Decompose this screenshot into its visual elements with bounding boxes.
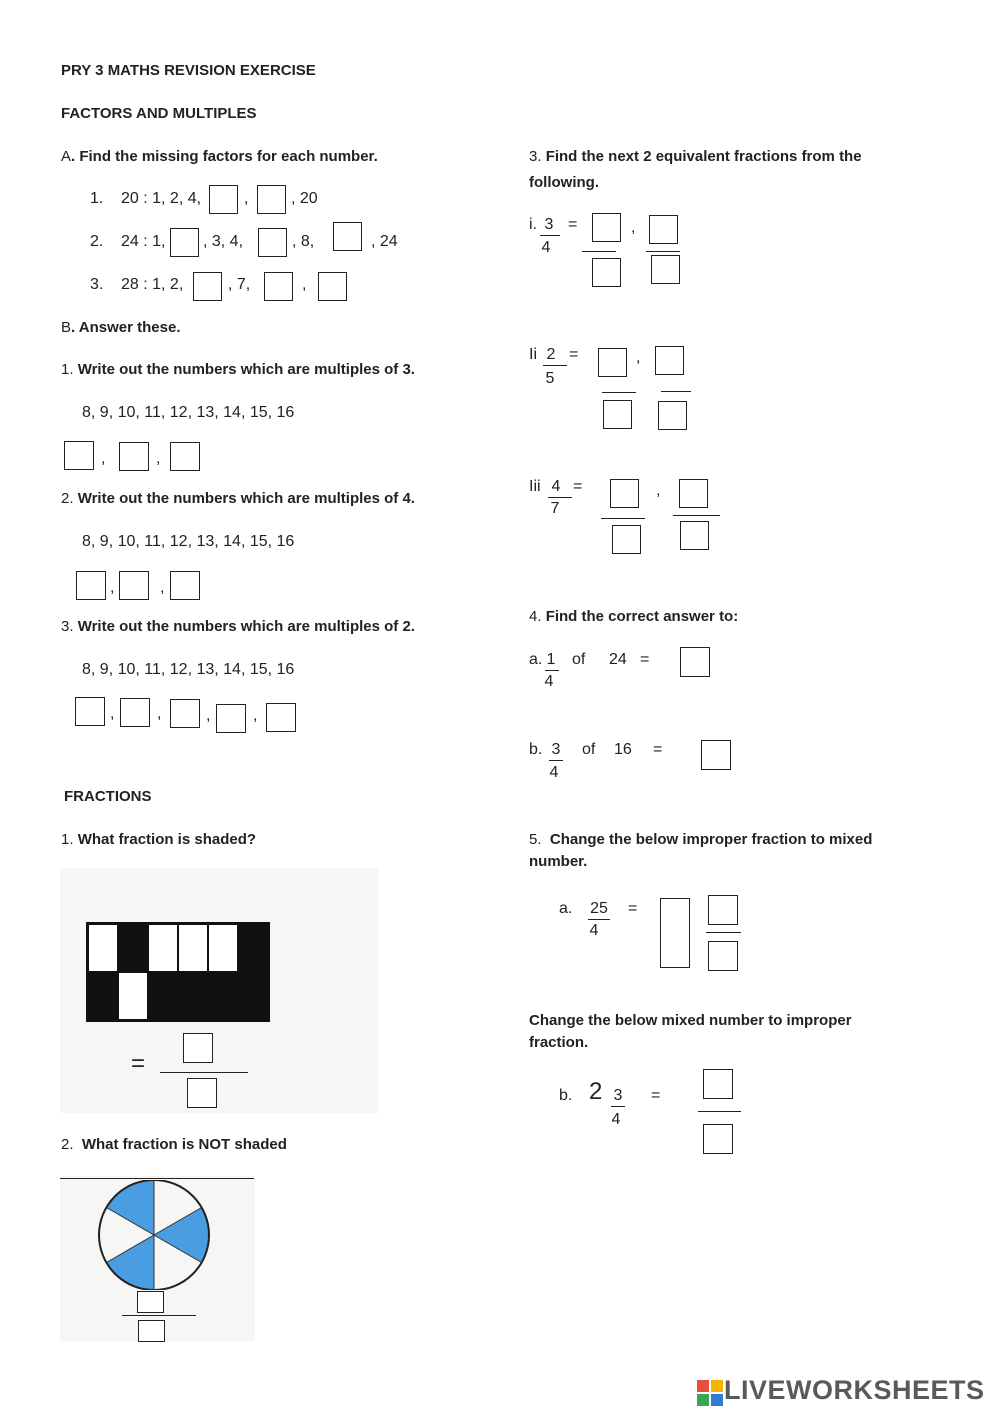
multiples-q3-answer-2[interactable] [120,698,150,727]
improper-b-denominator: 4 [611,1111,621,1128]
equivalent-ii-answer2-denominator[interactable] [658,401,687,430]
comma: , [656,482,661,499]
photo-edge [60,1178,254,1179]
fraction-bar [706,932,741,933]
multiples-q2-answer-2[interactable] [119,571,149,600]
fraction-bar [673,515,720,516]
section-heading-factors: FACTORS AND MULTIPLES [61,105,257,122]
mixed-number-question: 5. Change the below improper fraction to mixed [529,831,873,848]
pie-slice [154,1208,209,1263]
improper-b-denominator-input[interactable] [703,1124,733,1154]
fraction-of-b-denominator: 4 [549,764,559,781]
of-word: of [572,651,586,668]
fraction-q2-question: 2. What fraction is NOT shaded [61,1136,287,1153]
improper-b-whole: 2 [589,1078,603,1105]
comma: , [636,349,641,366]
equivalent-i-answer2-denominator[interactable] [651,255,680,284]
equivalent-ii-denominator: 5 [545,370,555,387]
shaded-grid-figure [86,922,270,1022]
of-word: of [582,741,596,758]
equivalent-fractions-question-cont: following. [529,174,599,191]
factor-q1-answer-2[interactable] [257,185,286,214]
mixed-a-numerator-input[interactable] [708,895,738,925]
factor-q1-end: , 20 [291,190,318,207]
comma: , [110,579,115,596]
equivalent-i-answer2-numerator[interactable] [649,215,678,244]
pie-slice [106,1180,154,1235]
equals-sign: = [573,478,583,495]
comma: , [302,276,307,293]
worksheet-title: PRY 3 MATHS REVISION EXERCISE [61,62,316,79]
multiples-q3-answer-4[interactable] [216,704,246,733]
factor-q1-answer-1[interactable] [209,185,238,214]
equals-sign: = [131,1050,146,1077]
multiples-q3-list: 8, 9, 10, 11, 12, 13, 14, 15, 16 [82,661,295,678]
factor-q2-mid1: , 3, 4, [203,233,244,250]
factor-q2-text: 24 : 1, [121,233,166,250]
equivalent-i-numerator: 3 [544,216,554,233]
equivalent-ii-answer1-denominator[interactable] [603,400,632,429]
comma: , [110,705,115,722]
equivalent-i-answer1-denominator[interactable] [592,258,621,287]
equivalent-iii-numerator: 4 [551,478,561,495]
multiples-q2-answer-1[interactable] [76,571,106,600]
equivalent-ii-numerator: 2 [546,346,556,363]
unshaded-fraction-denominator-input[interactable] [138,1320,165,1342]
equivalent-iii-answer1-denominator[interactable] [612,525,641,554]
fraction-bar [548,497,572,498]
equivalent-ii-label: Ii [529,346,537,363]
improper-fraction-question: Change the below mixed number to improper [529,1012,852,1029]
fraction-bar [543,365,567,366]
mixed-a-label: a. [559,900,573,917]
factor-q1-number: 1. [90,190,104,207]
equals-sign: = [651,1087,661,1104]
section-b-instruction: B. Answer these. [61,319,181,336]
mixed-a-denominator-input[interactable] [708,941,738,971]
liveworksheets-logo-icon [697,1380,723,1406]
multiples-q3-answer-1[interactable] [75,697,105,726]
comma: , [160,579,165,596]
multiples-q1-answer-1[interactable] [64,441,94,470]
comma: , [206,707,211,724]
liveworksheets-brand[interactable]: LIVEWORKSHEETS [724,1375,985,1405]
equals-sign: = [640,651,650,668]
fraction-bar [661,391,691,392]
factor-q2-answer-3[interactable] [333,222,362,251]
fraction-of-a-label: a. [529,651,543,668]
equals-sign: = [653,741,663,758]
fraction-of-b-numerator: 3 [551,741,561,758]
factor-q3-answer-2[interactable] [264,272,293,301]
equivalent-iii-denominator: 7 [550,500,560,517]
fraction-of-a-value: 24 [609,651,627,668]
fraction-bar [582,251,616,252]
section-heading-fractions: FRACTIONS [64,788,152,805]
equivalent-iii-label: Iii [529,478,541,495]
fraction-of-b-value: 16 [614,741,632,758]
factor-q2-mid2: , 8, [292,233,315,250]
fraction-bar [602,392,636,393]
factor-q3-answer-3[interactable] [318,272,347,301]
improper-b-numerator-input[interactable] [703,1069,733,1099]
fraction-bar [540,235,560,236]
fraction-q1-question: 1. What fraction is shaded? [61,831,257,848]
mixed-number-question-cont: number. [529,853,588,870]
pie-slice [106,1235,154,1290]
fraction-bar [646,251,680,252]
equivalent-fractions-question: 3. Find the next 2 equivalent fractions from the [529,148,862,165]
factor-q2-number: 2. [90,233,104,250]
equivalent-iii-answer2-numerator[interactable] [679,479,708,508]
factor-q1-text: 20 : 1, 2, 4, [121,190,202,207]
fraction-of-a-answer[interactable] [680,647,710,677]
unshaded-fraction-numerator-input[interactable] [137,1291,164,1313]
fraction-of-b-answer[interactable] [701,740,731,770]
shaded-fraction-numerator-input[interactable] [183,1033,213,1063]
section-a-instruction: A. Find the missing factors for each number. [61,148,378,165]
multiples-q1-answer-2[interactable] [119,442,149,471]
comma: , [253,707,258,724]
fraction-bar [122,1315,196,1316]
equivalent-iii-answer1-numerator[interactable] [610,479,639,508]
fraction-of-b-label: b. [529,741,543,758]
fraction-bar [588,919,610,920]
equivalent-i-denominator: 4 [541,239,551,256]
mixed-a-whole-input[interactable] [660,898,690,968]
factor-q3-text: 28 : 1, 2, [121,276,184,293]
comma: , [101,450,106,467]
multiples-q3-answer-3[interactable] [170,699,200,728]
fraction-of-question: 4. Find the correct answer to: [529,608,739,625]
improper-b-numerator: 3 [613,1087,623,1104]
equivalent-ii-answer2-numerator[interactable] [655,346,684,375]
equals-sign: = [628,900,638,917]
comma: , [244,190,249,207]
equivalent-i-label: i. [529,216,537,233]
fraction-of-a-denominator: 4 [544,673,554,690]
multiples-q1-question: 1. Write out the numbers which are multiples of 3. [61,361,415,378]
improper-b-label: b. [559,1087,573,1104]
equals-sign: = [568,216,578,233]
multiples-q2-list: 8, 9, 10, 11, 12, 13, 14, 15, 16 [82,533,295,550]
factor-q2-end: , 24 [371,233,398,250]
mixed-a-denominator: 4 [589,922,599,939]
multiples-q2-answer-3[interactable] [170,571,200,600]
equivalent-iii-answer2-denominator[interactable] [680,521,709,550]
fraction-bar [545,670,559,671]
equivalent-ii-answer1-numerator[interactable] [598,348,627,377]
multiples-q1-list: 8, 9, 10, 11, 12, 13, 14, 15, 16 [82,404,295,421]
factor-q2-answer-2[interactable] [258,228,287,257]
fraction-bar [611,1106,625,1107]
fraction-bar [549,760,563,761]
factor-q2-answer-1[interactable] [170,228,199,257]
shaded-fraction-denominator-input[interactable] [187,1078,217,1108]
pie-circle-figure [96,1180,212,1290]
equals-sign: = [569,346,579,363]
fraction-bar [698,1111,741,1112]
comma: , [156,450,161,467]
multiples-q3-question: 3. Write out the numbers which are multiples of 2. [61,618,415,635]
improper-fraction-question-cont: fraction. [529,1034,589,1051]
factor-q3-number: 3. [90,276,104,293]
factor-q3-answer-1[interactable] [193,272,222,301]
equivalent-i-answer1-numerator[interactable] [592,213,621,242]
comma: , [157,705,162,722]
multiples-q3-answer-5[interactable] [266,703,296,732]
fraction-bar [601,518,645,519]
multiples-q2-question: 2. Write out the numbers which are multiples of 4. [61,490,415,507]
fraction-of-a-numerator: 1 [546,651,556,668]
factor-q3-mid1: , 7, [228,276,251,293]
comma: , [631,219,636,236]
mixed-a-numerator: 25 [590,900,608,917]
fraction-bar [160,1072,248,1073]
multiples-q1-answer-3[interactable] [170,442,200,471]
